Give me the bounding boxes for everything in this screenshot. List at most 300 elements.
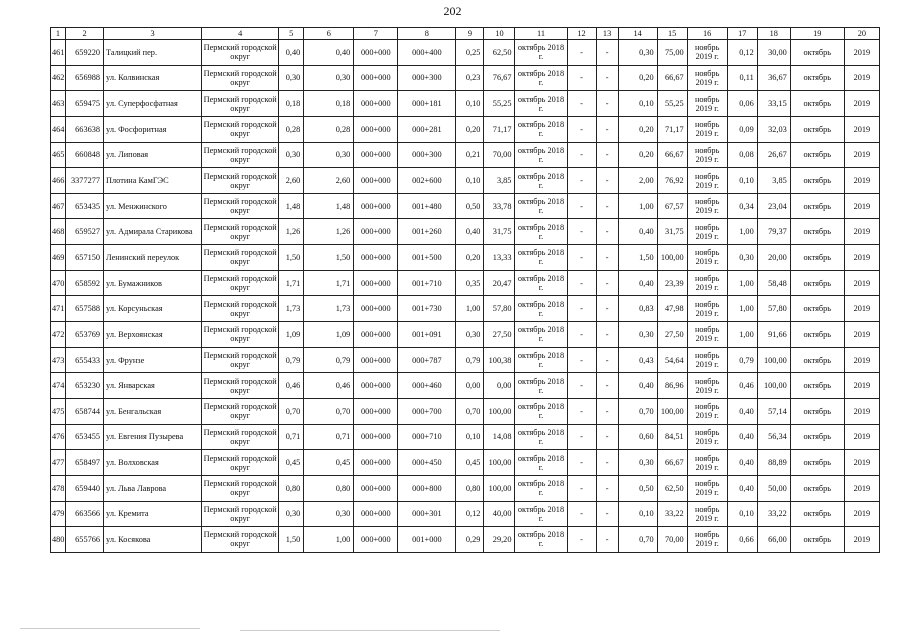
planned-percent-cell: 23,39 <box>657 270 687 296</box>
col-13-cell: - <box>596 91 618 117</box>
percent-18-cell: 66,00 <box>757 527 790 553</box>
repaired-percent-cell: 0,00 <box>484 373 515 399</box>
repaired-length-cell: 0,10 <box>456 91 484 117</box>
district-cell: Пермский городской округ <box>202 527 279 553</box>
column-number-cell: 9 <box>456 28 484 40</box>
month-cell: октябрь <box>790 65 844 91</box>
repair-date-cell: октябрь 2018 г. <box>515 322 567 348</box>
repaired-percent-cell: 100,38 <box>484 347 515 373</box>
year-cell: 2019 <box>844 168 879 194</box>
road-id-cell: 659440 <box>66 475 104 501</box>
start-km-cell: 000+000 <box>354 193 398 219</box>
start-km-cell: 000+000 <box>354 245 398 271</box>
planned-percent-cell: 75,00 <box>657 40 687 66</box>
length-total-cell: 0,45 <box>279 450 304 476</box>
repair-date-cell: октябрь 2018 г. <box>515 373 567 399</box>
repair-date-cell: октябрь 2018 г. <box>515 347 567 373</box>
start-km-cell: 000+000 <box>354 347 398 373</box>
road-id-cell: 653230 <box>66 373 104 399</box>
column-number-cell: 20 <box>844 28 879 40</box>
month-cell: октябрь <box>790 527 844 553</box>
length-category-cell: 1,26 <box>304 219 354 245</box>
repaired-percent-cell: 76,67 <box>484 65 515 91</box>
row-number-cell: 478 <box>51 475 66 501</box>
planned-date-cell: ноябрь 2019 г. <box>687 322 727 348</box>
year-cell: 2019 <box>844 373 879 399</box>
planned-date-cell: ноябрь 2019 г. <box>687 116 727 142</box>
end-km-cell: 001+260 <box>398 219 456 245</box>
repaired-percent-cell: 55,25 <box>484 91 515 117</box>
column-number-cell: 17 <box>727 28 757 40</box>
repair-date-cell: октябрь 2018 г. <box>515 65 567 91</box>
repaired-percent-cell: 100,00 <box>484 475 515 501</box>
length-category-cell: 0,30 <box>304 501 354 527</box>
length-category-cell: 0,30 <box>304 65 354 91</box>
planned-length-cell: 0,20 <box>618 116 657 142</box>
percent-18-cell: 26,67 <box>757 142 790 168</box>
month-cell: октябрь <box>790 296 844 322</box>
length-category-cell: 0,79 <box>304 347 354 373</box>
year-cell: 2019 <box>844 475 879 501</box>
col-13-cell: - <box>596 527 618 553</box>
repaired-length-cell: 0,50 <box>456 193 484 219</box>
district-cell: Пермский городской округ <box>202 424 279 450</box>
col-12-cell: - <box>567 270 596 296</box>
column-number-cell: 19 <box>790 28 844 40</box>
road-id-cell: 660848 <box>66 142 104 168</box>
start-km-cell: 000+000 <box>354 168 398 194</box>
road-name-cell: Плотина КамГЭС <box>104 168 202 194</box>
repair-date-cell: октябрь 2018 г. <box>515 40 567 66</box>
repaired-length-cell: 0,25 <box>456 40 484 66</box>
row-number-cell: 463 <box>51 91 66 117</box>
repaired-percent-cell: 62,50 <box>484 40 515 66</box>
row-number-cell: 476 <box>51 424 66 450</box>
start-km-cell: 000+000 <box>354 296 398 322</box>
repaired-length-cell: 0,80 <box>456 475 484 501</box>
repair-date-cell: октябрь 2018 г. <box>515 142 567 168</box>
percent-18-cell: 36,67 <box>757 65 790 91</box>
planned-date-cell: ноябрь 2019 г. <box>687 398 727 424</box>
length-17-cell: 1,00 <box>727 296 757 322</box>
col-12-cell: - <box>567 322 596 348</box>
planned-length-cell: 1,50 <box>618 245 657 271</box>
start-km-cell: 000+000 <box>354 40 398 66</box>
planned-length-cell: 0,40 <box>618 373 657 399</box>
end-km-cell: 000+281 <box>398 116 456 142</box>
end-km-cell: 000+301 <box>398 501 456 527</box>
column-number-cell: 6 <box>304 28 354 40</box>
length-total-cell: 0,18 <box>279 91 304 117</box>
repaired-length-cell: 0,45 <box>456 450 484 476</box>
length-category-cell: 0,40 <box>304 40 354 66</box>
percent-18-cell: 100,00 <box>757 373 790 399</box>
length-category-cell: 0,30 <box>304 142 354 168</box>
start-km-cell: 000+000 <box>354 424 398 450</box>
col-13-cell: - <box>596 40 618 66</box>
repaired-percent-cell: 57,80 <box>484 296 515 322</box>
end-km-cell: 000+400 <box>398 40 456 66</box>
planned-percent-cell: 84,51 <box>657 424 687 450</box>
col-13-cell: - <box>596 322 618 348</box>
percent-18-cell: 79,37 <box>757 219 790 245</box>
repair-date-cell: октябрь 2018 г. <box>515 527 567 553</box>
table-row <box>51 40 880 66</box>
table-row <box>51 142 880 168</box>
length-total-cell: 1,71 <box>279 270 304 296</box>
planned-date-cell: ноябрь 2019 г. <box>687 424 727 450</box>
row-number-cell: 461 <box>51 40 66 66</box>
length-17-cell: 0,34 <box>727 193 757 219</box>
table-row <box>51 193 880 219</box>
repair-date-cell: октябрь 2018 г. <box>515 501 567 527</box>
road-name-cell: ул. Верхоянская <box>104 322 202 348</box>
start-km-cell: 000+000 <box>354 65 398 91</box>
planned-length-cell: 0,60 <box>618 424 657 450</box>
length-category-cell: 1,00 <box>304 527 354 553</box>
length-total-cell: 0,80 <box>279 475 304 501</box>
col-13-cell: - <box>596 168 618 194</box>
table-body <box>51 40 880 553</box>
row-number-cell: 480 <box>51 527 66 553</box>
percent-18-cell: 30,00 <box>757 40 790 66</box>
road-id-cell: 659220 <box>66 40 104 66</box>
month-cell: октябрь <box>790 116 844 142</box>
length-17-cell: 0,11 <box>727 65 757 91</box>
percent-18-cell: 100,00 <box>757 347 790 373</box>
repair-date-cell: октябрь 2018 г. <box>515 475 567 501</box>
district-cell: Пермский городской округ <box>202 65 279 91</box>
road-name-cell: ул. Фосфоритная <box>104 116 202 142</box>
district-cell: Пермский городской округ <box>202 475 279 501</box>
col-12-cell: - <box>567 450 596 476</box>
length-total-cell: 1,48 <box>279 193 304 219</box>
col-12-cell: - <box>567 527 596 553</box>
road-name-cell: ул. Волховская <box>104 450 202 476</box>
district-cell: Пермский городской округ <box>202 168 279 194</box>
repaired-length-cell: 0,30 <box>456 322 484 348</box>
repaired-percent-cell: 14,08 <box>484 424 515 450</box>
month-cell: октябрь <box>790 450 844 476</box>
end-km-cell: 000+800 <box>398 475 456 501</box>
planned-date-cell: ноябрь 2019 г. <box>687 501 727 527</box>
percent-18-cell: 88,89 <box>757 450 790 476</box>
year-cell: 2019 <box>844 527 879 553</box>
planned-date-cell: ноябрь 2019 г. <box>687 450 727 476</box>
planned-length-cell: 0,70 <box>618 527 657 553</box>
repaired-percent-cell: 71,17 <box>484 116 515 142</box>
planned-percent-cell: 71,17 <box>657 116 687 142</box>
column-number-cell: 15 <box>657 28 687 40</box>
start-km-cell: 000+000 <box>354 142 398 168</box>
percent-18-cell: 50,00 <box>757 475 790 501</box>
end-km-cell: 000+710 <box>398 424 456 450</box>
table-row <box>51 65 880 91</box>
month-cell: октябрь <box>790 501 844 527</box>
col-12-cell: - <box>567 424 596 450</box>
planned-length-cell: 2,00 <box>618 168 657 194</box>
district-cell: Пермский городской округ <box>202 245 279 271</box>
month-cell: октябрь <box>790 168 844 194</box>
row-number-cell: 467 <box>51 193 66 219</box>
repair-date-cell: октябрь 2018 г. <box>515 116 567 142</box>
length-category-cell: 1,73 <box>304 296 354 322</box>
planned-length-cell: 0,20 <box>618 65 657 91</box>
planned-percent-cell: 100,00 <box>657 245 687 271</box>
table-row <box>51 501 880 527</box>
planned-percent-cell: 54,64 <box>657 347 687 373</box>
planned-percent-cell: 66,67 <box>657 142 687 168</box>
col-12-cell: - <box>567 65 596 91</box>
road-name-cell: ул. Январская <box>104 373 202 399</box>
percent-18-cell: 3,85 <box>757 168 790 194</box>
column-number-cell: 4 <box>202 28 279 40</box>
col-12-cell: - <box>567 40 596 66</box>
length-category-cell: 1,71 <box>304 270 354 296</box>
road-id-cell: 655766 <box>66 527 104 553</box>
row-number-cell: 475 <box>51 398 66 424</box>
year-cell: 2019 <box>844 322 879 348</box>
repaired-percent-cell: 33,78 <box>484 193 515 219</box>
planned-length-cell: 0,83 <box>618 296 657 322</box>
col-13-cell: - <box>596 245 618 271</box>
year-cell: 2019 <box>844 296 879 322</box>
planned-date-cell: ноябрь 2019 г. <box>687 40 727 66</box>
row-number-cell: 465 <box>51 142 66 168</box>
year-cell: 2019 <box>844 142 879 168</box>
length-category-cell: 1,50 <box>304 245 354 271</box>
planned-percent-cell: 27,50 <box>657 322 687 348</box>
percent-18-cell: 33,22 <box>757 501 790 527</box>
length-category-cell: 1,48 <box>304 193 354 219</box>
table-row <box>51 424 880 450</box>
planned-length-cell: 0,30 <box>618 450 657 476</box>
length-17-cell: 1,00 <box>727 322 757 348</box>
length-total-cell: 0,79 <box>279 347 304 373</box>
repaired-percent-cell: 40,00 <box>484 501 515 527</box>
planned-date-cell: ноябрь 2019 г. <box>687 245 727 271</box>
column-number-cell: 3 <box>104 28 202 40</box>
road-name-cell: ул. Менжинского <box>104 193 202 219</box>
planned-percent-cell: 55,25 <box>657 91 687 117</box>
planned-percent-cell: 66,67 <box>657 450 687 476</box>
start-km-cell: 000+000 <box>354 527 398 553</box>
col-13-cell: - <box>596 347 618 373</box>
length-17-cell: 0,40 <box>727 450 757 476</box>
length-total-cell: 1,73 <box>279 296 304 322</box>
table-row <box>51 270 880 296</box>
repaired-length-cell: 0,21 <box>456 142 484 168</box>
column-number-cell: 5 <box>279 28 304 40</box>
month-cell: октябрь <box>790 347 844 373</box>
road-name-cell: ул. Колвинская <box>104 65 202 91</box>
district-cell: Пермский городской округ <box>202 347 279 373</box>
row-number-cell: 464 <box>51 116 66 142</box>
road-name-cell: ул. Фрунзе <box>104 347 202 373</box>
year-cell: 2019 <box>844 245 879 271</box>
row-number-cell: 466 <box>51 168 66 194</box>
percent-18-cell: 91,66 <box>757 322 790 348</box>
repaired-length-cell: 1,00 <box>456 296 484 322</box>
end-km-cell: 001+710 <box>398 270 456 296</box>
repaired-percent-cell: 3,85 <box>484 168 515 194</box>
length-total-cell: 0,30 <box>279 65 304 91</box>
road-name-cell: ул. Льва Лаврова <box>104 475 202 501</box>
repair-date-cell: октябрь 2018 г. <box>515 91 567 117</box>
road-id-cell: 653455 <box>66 424 104 450</box>
row-number-cell: 473 <box>51 347 66 373</box>
end-km-cell: 001+091 <box>398 322 456 348</box>
month-cell: октябрь <box>790 322 844 348</box>
length-total-cell: 1,09 <box>279 322 304 348</box>
planned-length-cell: 0,30 <box>618 322 657 348</box>
length-category-cell: 0,18 <box>304 91 354 117</box>
planned-date-cell: ноябрь 2019 г. <box>687 270 727 296</box>
district-cell: Пермский городской округ <box>202 501 279 527</box>
month-cell: октябрь <box>790 219 844 245</box>
table-row <box>51 116 880 142</box>
length-category-cell: 2,60 <box>304 168 354 194</box>
col-12-cell: - <box>567 245 596 271</box>
start-km-cell: 000+000 <box>354 116 398 142</box>
repaired-percent-cell: 100,00 <box>484 450 515 476</box>
length-category-cell: 0,80 <box>304 475 354 501</box>
year-cell: 2019 <box>844 116 879 142</box>
road-id-cell: 658497 <box>66 450 104 476</box>
month-cell: октябрь <box>790 424 844 450</box>
end-km-cell: 001+500 <box>398 245 456 271</box>
length-total-cell: 0,46 <box>279 373 304 399</box>
repaired-length-cell: 0,79 <box>456 347 484 373</box>
col-12-cell: - <box>567 475 596 501</box>
planned-length-cell: 0,40 <box>618 219 657 245</box>
repaired-length-cell: 0,35 <box>456 270 484 296</box>
length-17-cell: 1,00 <box>727 219 757 245</box>
road-id-cell: 653435 <box>66 193 104 219</box>
length-total-cell: 0,70 <box>279 398 304 424</box>
repaired-length-cell: 0,40 <box>456 219 484 245</box>
row-number-cell: 471 <box>51 296 66 322</box>
planned-date-cell: ноябрь 2019 г. <box>687 373 727 399</box>
col-13-cell: - <box>596 424 618 450</box>
column-number-cell: 16 <box>687 28 727 40</box>
col-12-cell: - <box>567 501 596 527</box>
district-cell: Пермский городской округ <box>202 398 279 424</box>
length-17-cell: 0,30 <box>727 245 757 271</box>
start-km-cell: 000+000 <box>354 373 398 399</box>
repair-date-cell: октябрь 2018 г. <box>515 450 567 476</box>
planned-length-cell: 0,50 <box>618 475 657 501</box>
road-name-cell: ул. Бумажников <box>104 270 202 296</box>
month-cell: октябрь <box>790 142 844 168</box>
repair-date-cell: октябрь 2018 г. <box>515 219 567 245</box>
row-number-cell: 470 <box>51 270 66 296</box>
road-id-cell: 657150 <box>66 245 104 271</box>
table-row <box>51 168 880 194</box>
end-km-cell: 000+787 <box>398 347 456 373</box>
col-13-cell: - <box>596 65 618 91</box>
length-category-cell: 1,09 <box>304 322 354 348</box>
repair-date-cell: октябрь 2018 г. <box>515 398 567 424</box>
length-17-cell: 0,10 <box>727 501 757 527</box>
district-cell: Пермский городской округ <box>202 373 279 399</box>
column-number-cell: 12 <box>567 28 596 40</box>
percent-18-cell: 20,00 <box>757 245 790 271</box>
repaired-length-cell: 0,20 <box>456 245 484 271</box>
percent-18-cell: 57,14 <box>757 398 790 424</box>
start-km-cell: 000+000 <box>354 450 398 476</box>
planned-date-cell: ноябрь 2019 г. <box>687 219 727 245</box>
repaired-length-cell: 0,29 <box>456 527 484 553</box>
length-total-cell: 0,71 <box>279 424 304 450</box>
planned-date-cell: ноябрь 2019 г. <box>687 475 727 501</box>
planned-date-cell: ноябрь 2019 г. <box>687 65 727 91</box>
length-total-cell: 0,30 <box>279 501 304 527</box>
length-category-cell: 0,45 <box>304 450 354 476</box>
road-id-cell: 659475 <box>66 91 104 117</box>
repaired-length-cell: 0,70 <box>456 398 484 424</box>
length-category-cell: 0,46 <box>304 373 354 399</box>
length-17-cell: 0,10 <box>727 168 757 194</box>
table-row <box>51 450 880 476</box>
row-number-cell: 468 <box>51 219 66 245</box>
road-id-cell: 663566 <box>66 501 104 527</box>
percent-18-cell: 23,04 <box>757 193 790 219</box>
planned-length-cell: 0,43 <box>618 347 657 373</box>
col-12-cell: - <box>567 398 596 424</box>
end-km-cell: 000+700 <box>398 398 456 424</box>
column-number-cell: 18 <box>757 28 790 40</box>
month-cell: октябрь <box>790 91 844 117</box>
col-13-cell: - <box>596 219 618 245</box>
length-total-cell: 0,28 <box>279 116 304 142</box>
repaired-percent-cell: 100,00 <box>484 398 515 424</box>
district-cell: Пермский городской округ <box>202 91 279 117</box>
repair-date-cell: октябрь 2018 г. <box>515 245 567 271</box>
length-17-cell: 0,40 <box>727 475 757 501</box>
repair-date-cell: октябрь 2018 г. <box>515 296 567 322</box>
road-id-cell: 663638 <box>66 116 104 142</box>
end-km-cell: 000+450 <box>398 450 456 476</box>
planned-percent-cell: 86,96 <box>657 373 687 399</box>
repaired-percent-cell: 27,50 <box>484 322 515 348</box>
length-17-cell: 0,40 <box>727 398 757 424</box>
planned-length-cell: 0,40 <box>618 270 657 296</box>
planned-date-cell: ноябрь 2019 г. <box>687 91 727 117</box>
road-name-cell: ул. Адмирала Старикова <box>104 219 202 245</box>
planned-percent-cell: 100,00 <box>657 398 687 424</box>
road-name-cell: Ленинский переулок <box>104 245 202 271</box>
repaired-length-cell: 0,12 <box>456 501 484 527</box>
column-number-header <box>51 28 880 40</box>
repair-date-cell: октябрь 2018 г. <box>515 168 567 194</box>
col-12-cell: - <box>567 373 596 399</box>
end-km-cell: 000+300 <box>398 142 456 168</box>
table-row <box>51 527 880 553</box>
column-number-cell: 7 <box>354 28 398 40</box>
column-number-cell: 13 <box>596 28 618 40</box>
district-cell: Пермский городской округ <box>202 270 279 296</box>
column-number-cell: 14 <box>618 28 657 40</box>
length-17-cell: 0,79 <box>727 347 757 373</box>
col-13-cell: - <box>596 270 618 296</box>
col-12-cell: - <box>567 91 596 117</box>
column-number-cell: 2 <box>66 28 104 40</box>
repaired-length-cell: 0,20 <box>456 116 484 142</box>
length-total-cell: 1,50 <box>279 245 304 271</box>
col-12-cell: - <box>567 296 596 322</box>
year-cell: 2019 <box>844 270 879 296</box>
